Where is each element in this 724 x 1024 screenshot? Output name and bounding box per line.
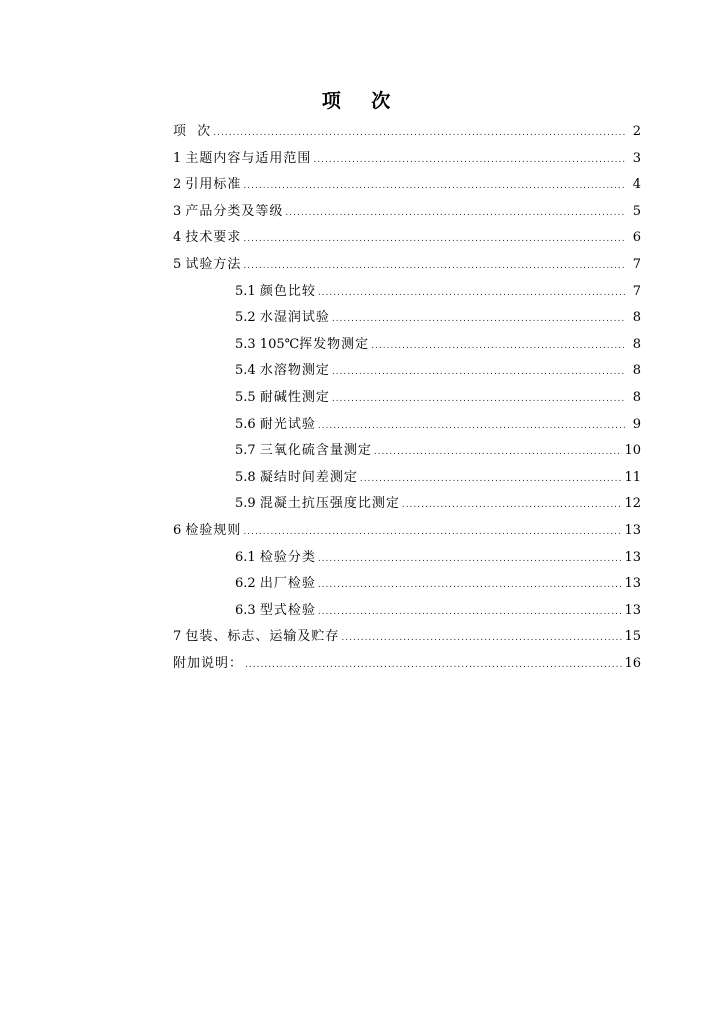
- toc-entry[interactable]: [173, 521, 641, 548]
- entry-label: 试验方法: [185, 256, 242, 272]
- entry-page-number: 8: [632, 389, 641, 405]
- entry-label: 水溶物测定: [259, 363, 330, 379]
- entry-number: 1: [173, 150, 186, 166]
- dot-leader: [243, 229, 625, 249]
- entry-page-number: 9: [632, 416, 641, 432]
- toc-subentry[interactable]: [173, 335, 641, 362]
- entry-page-number: 13: [624, 522, 641, 538]
- entry-label: 耐碱性测定: [259, 389, 330, 405]
- toc-subentry[interactable]: [173, 468, 641, 495]
- entry-label: 技术要求: [185, 230, 242, 246]
- toc-subentry[interactable]: [173, 361, 641, 388]
- entry-page-number: 13: [624, 602, 641, 618]
- entry-number: 7: [173, 629, 186, 645]
- entry-page-number: 8: [632, 310, 641, 326]
- entry-number: 5.9: [235, 496, 260, 512]
- toc-subentry[interactable]: [173, 308, 641, 335]
- dot-leader: [332, 362, 625, 382]
- entry-page-number: 8: [632, 363, 641, 379]
- page-title: 项 次: [321, 90, 403, 112]
- entry-number: 5.2: [235, 310, 260, 326]
- entry-label: 颜色比较: [259, 283, 316, 299]
- entry-number: 3: [173, 203, 186, 219]
- entry-number: 6: [173, 522, 186, 538]
- dot-leader: [371, 336, 625, 356]
- entry-page-number: 6: [632, 230, 641, 246]
- entry-page-number: 13: [624, 549, 641, 565]
- dot-leader: [313, 150, 625, 170]
- dot-leader: [243, 176, 625, 196]
- entry-page-number: 16: [624, 655, 641, 671]
- entry-number: 5.5: [235, 389, 260, 405]
- dot-leader: [245, 655, 622, 675]
- entry-label: 检验规则: [185, 522, 242, 538]
- dot-leader: [318, 416, 625, 436]
- entry-label: 项 次: [173, 124, 212, 139]
- toc-entry[interactable]: [173, 654, 641, 681]
- entry-page-number: 11: [624, 469, 641, 485]
- entry-number: 6.2: [235, 576, 260, 592]
- entry-label: 凝结时间差测定: [259, 469, 358, 485]
- entry-number: 5: [173, 256, 186, 272]
- entry-label: 附加说明：: [173, 655, 244, 671]
- entry-page-number: 5: [632, 203, 641, 219]
- entry-label: 混凝土抗压强度比测定: [259, 496, 400, 512]
- entry-label: 引用标准: [185, 177, 242, 193]
- entry-page-number: 10: [624, 443, 641, 459]
- toc-subentry[interactable]: [173, 574, 641, 601]
- dot-leader: [213, 123, 625, 143]
- entry-page-number: 13: [624, 576, 641, 592]
- toc-subentry[interactable]: [173, 282, 641, 309]
- entry-number: 6.1: [235, 549, 260, 565]
- entry-label: 出厂检验: [259, 576, 316, 592]
- entry-page-number: 3: [632, 150, 641, 166]
- entry-page-number: 4: [632, 177, 641, 193]
- entry-number: 5.1: [235, 283, 260, 299]
- entry-label: 检验分类: [259, 549, 316, 565]
- dot-leader: [318, 575, 623, 595]
- toc-entry[interactable]: [173, 202, 641, 229]
- entry-number: 5.3 105℃: [235, 336, 300, 352]
- table-of-contents: [173, 122, 641, 680]
- entry-number: 4: [173, 230, 186, 246]
- entry-label: 产品分类及等级: [185, 203, 284, 219]
- toc-subentry[interactable]: [173, 548, 641, 575]
- entry-number: 5.6: [235, 416, 260, 432]
- toc-entry[interactable]: [173, 627, 641, 654]
- entry-page-number: 2: [632, 124, 641, 139]
- entry-number: 2: [173, 177, 186, 193]
- entry-page-number: 12: [624, 496, 641, 512]
- entry-page-number: 15: [624, 629, 641, 645]
- toc-subentry[interactable]: [173, 415, 641, 442]
- dot-leader: [332, 389, 625, 409]
- toc-entry[interactable]: [173, 255, 641, 282]
- entry-label: 水湿润试验: [259, 310, 330, 326]
- entry-label: 型式检验: [259, 602, 316, 618]
- toc-entry[interactable]: [173, 175, 641, 202]
- toc-subentry[interactable]: [173, 388, 641, 415]
- dot-leader: [402, 495, 623, 515]
- dot-leader: [318, 602, 623, 622]
- entry-number: 5.7: [235, 443, 260, 459]
- entry-label: 耐光试验: [259, 416, 316, 432]
- dot-leader: [318, 283, 625, 303]
- entry-number: 6.3: [235, 602, 260, 618]
- entry-label: 包装、标志、运输及贮存: [185, 629, 340, 645]
- dot-leader: [332, 309, 625, 329]
- toc-entry[interactable]: [173, 122, 641, 149]
- toc-subentry[interactable]: [173, 494, 641, 521]
- dot-leader: [243, 256, 625, 276]
- toc-subentry[interactable]: [173, 601, 641, 628]
- toc-subentry[interactable]: [173, 441, 641, 468]
- toc-entry[interactable]: [173, 149, 641, 176]
- entry-page-number: 7: [632, 283, 641, 299]
- entry-page-number: 7: [632, 256, 641, 272]
- entry-label: 主题内容与适用范围: [185, 150, 312, 166]
- dot-leader: [318, 549, 623, 569]
- dot-leader: [243, 522, 622, 542]
- dot-leader: [341, 628, 622, 648]
- entry-label: 三氧化硫含量测定: [259, 443, 372, 459]
- dot-leader: [360, 469, 623, 489]
- dot-leader: [374, 442, 623, 462]
- entry-page-number: 8: [632, 336, 641, 352]
- entry-label: 挥发物测定: [299, 336, 370, 352]
- entry-number: 5.8: [235, 469, 260, 485]
- toc-entry[interactable]: [173, 228, 641, 255]
- dot-leader: [285, 203, 625, 223]
- entry-number: 5.4: [235, 363, 260, 379]
